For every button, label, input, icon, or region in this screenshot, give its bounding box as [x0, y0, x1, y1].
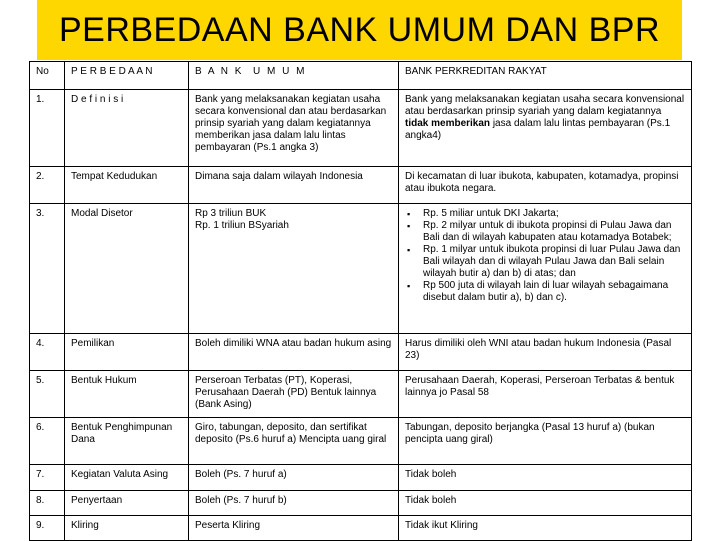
- modal-umum-line: Rp. 1 triliun BSyariah: [195, 220, 289, 231]
- table-row: [30, 465, 692, 491]
- row-number: 2.: [30, 167, 65, 204]
- bpr-text: jasa dalam lalu lintas pembayaran (Ps.1 angka4): [405, 118, 671, 141]
- row-number: 3.: [30, 204, 65, 334]
- table-header-row: [30, 62, 692, 90]
- bpr-cell: Tidak boleh: [399, 491, 692, 516]
- bank-umum-cell: Boleh dimiliki WNA atau badan hukum asing: [189, 334, 399, 371]
- bank-umum-cell: Boleh (Ps. 7 huruf a): [189, 465, 399, 491]
- bpr-cell: Harus dimiliki oleh WNI atau badan hukum Indonesia (Pasal 23): [399, 334, 692, 371]
- row-number: 1.: [30, 90, 65, 167]
- bank-umum-cell: Dimana saja dalam wilayah Indonesia: [189, 167, 399, 204]
- bpr-cell: [399, 204, 692, 334]
- row-aspect: Bentuk Penghimpunan Dana: [65, 418, 189, 465]
- header-no: No: [30, 62, 65, 90]
- comparison-table: [29, 61, 692, 541]
- row-number: 9.: [30, 516, 65, 541]
- bank-umum-cell: Boleh (Ps. 7 huruf b): [189, 491, 399, 516]
- table-row: [30, 204, 692, 334]
- list-item-text: Rp. 2 milyar untuk di ibukota propinsi di Pulau Jawa dan Bali dan di wilayah kabupaten atau kotamadya Botabek;: [423, 220, 672, 243]
- list-item: [407, 208, 685, 220]
- bank-umum-cell: Peserta Kliring: [189, 516, 399, 541]
- row-number: 5.: [30, 371, 65, 418]
- list-item: [407, 244, 685, 280]
- row-number: 8.: [30, 491, 65, 516]
- bpr-bold-text: tidak memberikan: [405, 118, 491, 129]
- header-bank-umum: B A N K U M U M: [189, 62, 399, 90]
- table-row: [30, 418, 692, 465]
- list-item: [407, 220, 685, 244]
- bpr-text: Bank yang melaksanakan kegiatan usaha secara konvensional atau berdasarkan prinsip syariah yang dalam kegiatannya: [405, 94, 685, 117]
- bpr-cell: Tidak boleh: [399, 465, 692, 491]
- bullet-icon: ▪: [407, 221, 411, 231]
- header-bpr: BANK PERKREDITAN RAKYAT: [399, 62, 692, 90]
- bank-umum-cell: Bank yang melaksanakan kegiatan usaha secara konvensional dan atau berdasarkan prinsip syariah yang dalam kegiatannya memberikan jasa dalam lalu lintas pembayaran (Ps.1 angka 3): [189, 90, 399, 167]
- row-number: 6.: [30, 418, 65, 465]
- table-row: [30, 516, 692, 541]
- row-aspect: Penyertaan: [65, 491, 189, 516]
- bullet-icon: ▪: [407, 245, 411, 255]
- list-item-text: Rp. 1 milyar untuk ibukota propinsi di luar Pulau Jawa dan Bali wilayah dan di wilayah Pulau Jawa dan Bali selain wilayah butir a) dan b) di atas; dan: [423, 244, 681, 279]
- bullet-icon: ▪: [407, 281, 411, 291]
- table-row: [30, 167, 692, 204]
- bpr-cell: [399, 90, 692, 167]
- row-aspect: Tempat Kedudukan: [65, 167, 189, 204]
- bpr-capital-list: [405, 208, 685, 304]
- row-number: 4.: [30, 334, 65, 371]
- row-number: 7.: [30, 465, 65, 491]
- bank-umum-cell: Perseroan Terbatas (PT), Koperasi, Perusahaan Daerah (PD) Bentuk lainnya (Bank Asing): [189, 371, 399, 418]
- bullet-icon: ▪: [407, 209, 411, 219]
- table-row: [30, 334, 692, 371]
- modal-umum-line: Rp 3 triliun BUK: [195, 208, 267, 219]
- row-aspect: Kliring: [65, 516, 189, 541]
- table-row: [30, 371, 692, 418]
- row-aspect: D e f i n i s i: [65, 90, 189, 167]
- list-item-text: Rp. 5 miliar untuk DKI Jakarta;: [423, 208, 559, 219]
- bank-umum-cell: Giro, tabungan, deposito, dan sertifikat deposito (Ps.6 huruf a) Mencipta uang giral: [189, 418, 399, 465]
- row-aspect: Kegiatan Valuta Asing: [65, 465, 189, 491]
- bpr-cell: Di kecamatan di luar ibukota, kabupaten, kotamadya, propinsi atau ibukota negara.: [399, 167, 692, 204]
- list-item-text: Rp 500 juta di wilayah lain di luar wilayah sebagaimana disebut dalam butir a), b) dan c).: [423, 280, 669, 303]
- bpr-cell: Perusahaan Daerah, Koperasi, Perseroan Terbatas & bentuk lainnya jo Pasal 58: [399, 371, 692, 418]
- bpr-cell: Tidak ikut Kliring: [399, 516, 692, 541]
- title-banner: [37, 0, 682, 60]
- table-row: [30, 491, 692, 516]
- bank-umum-cell: [189, 204, 399, 334]
- bpr-cell: Tabungan, deposito berjangka (Pasal 13 huruf a) (bukan pencipta uang giral): [399, 418, 692, 465]
- row-aspect: Pemilikan: [65, 334, 189, 371]
- row-aspect: Bentuk Hukum: [65, 371, 189, 418]
- table-row: [30, 90, 692, 167]
- row-aspect: Modal Disetor: [65, 204, 189, 334]
- list-item: [407, 280, 685, 304]
- header-perbedaan: P E R B E D A A N: [65, 62, 189, 90]
- page-title: PERBEDAAN BANK UMUM DAN BPR: [58, 10, 661, 49]
